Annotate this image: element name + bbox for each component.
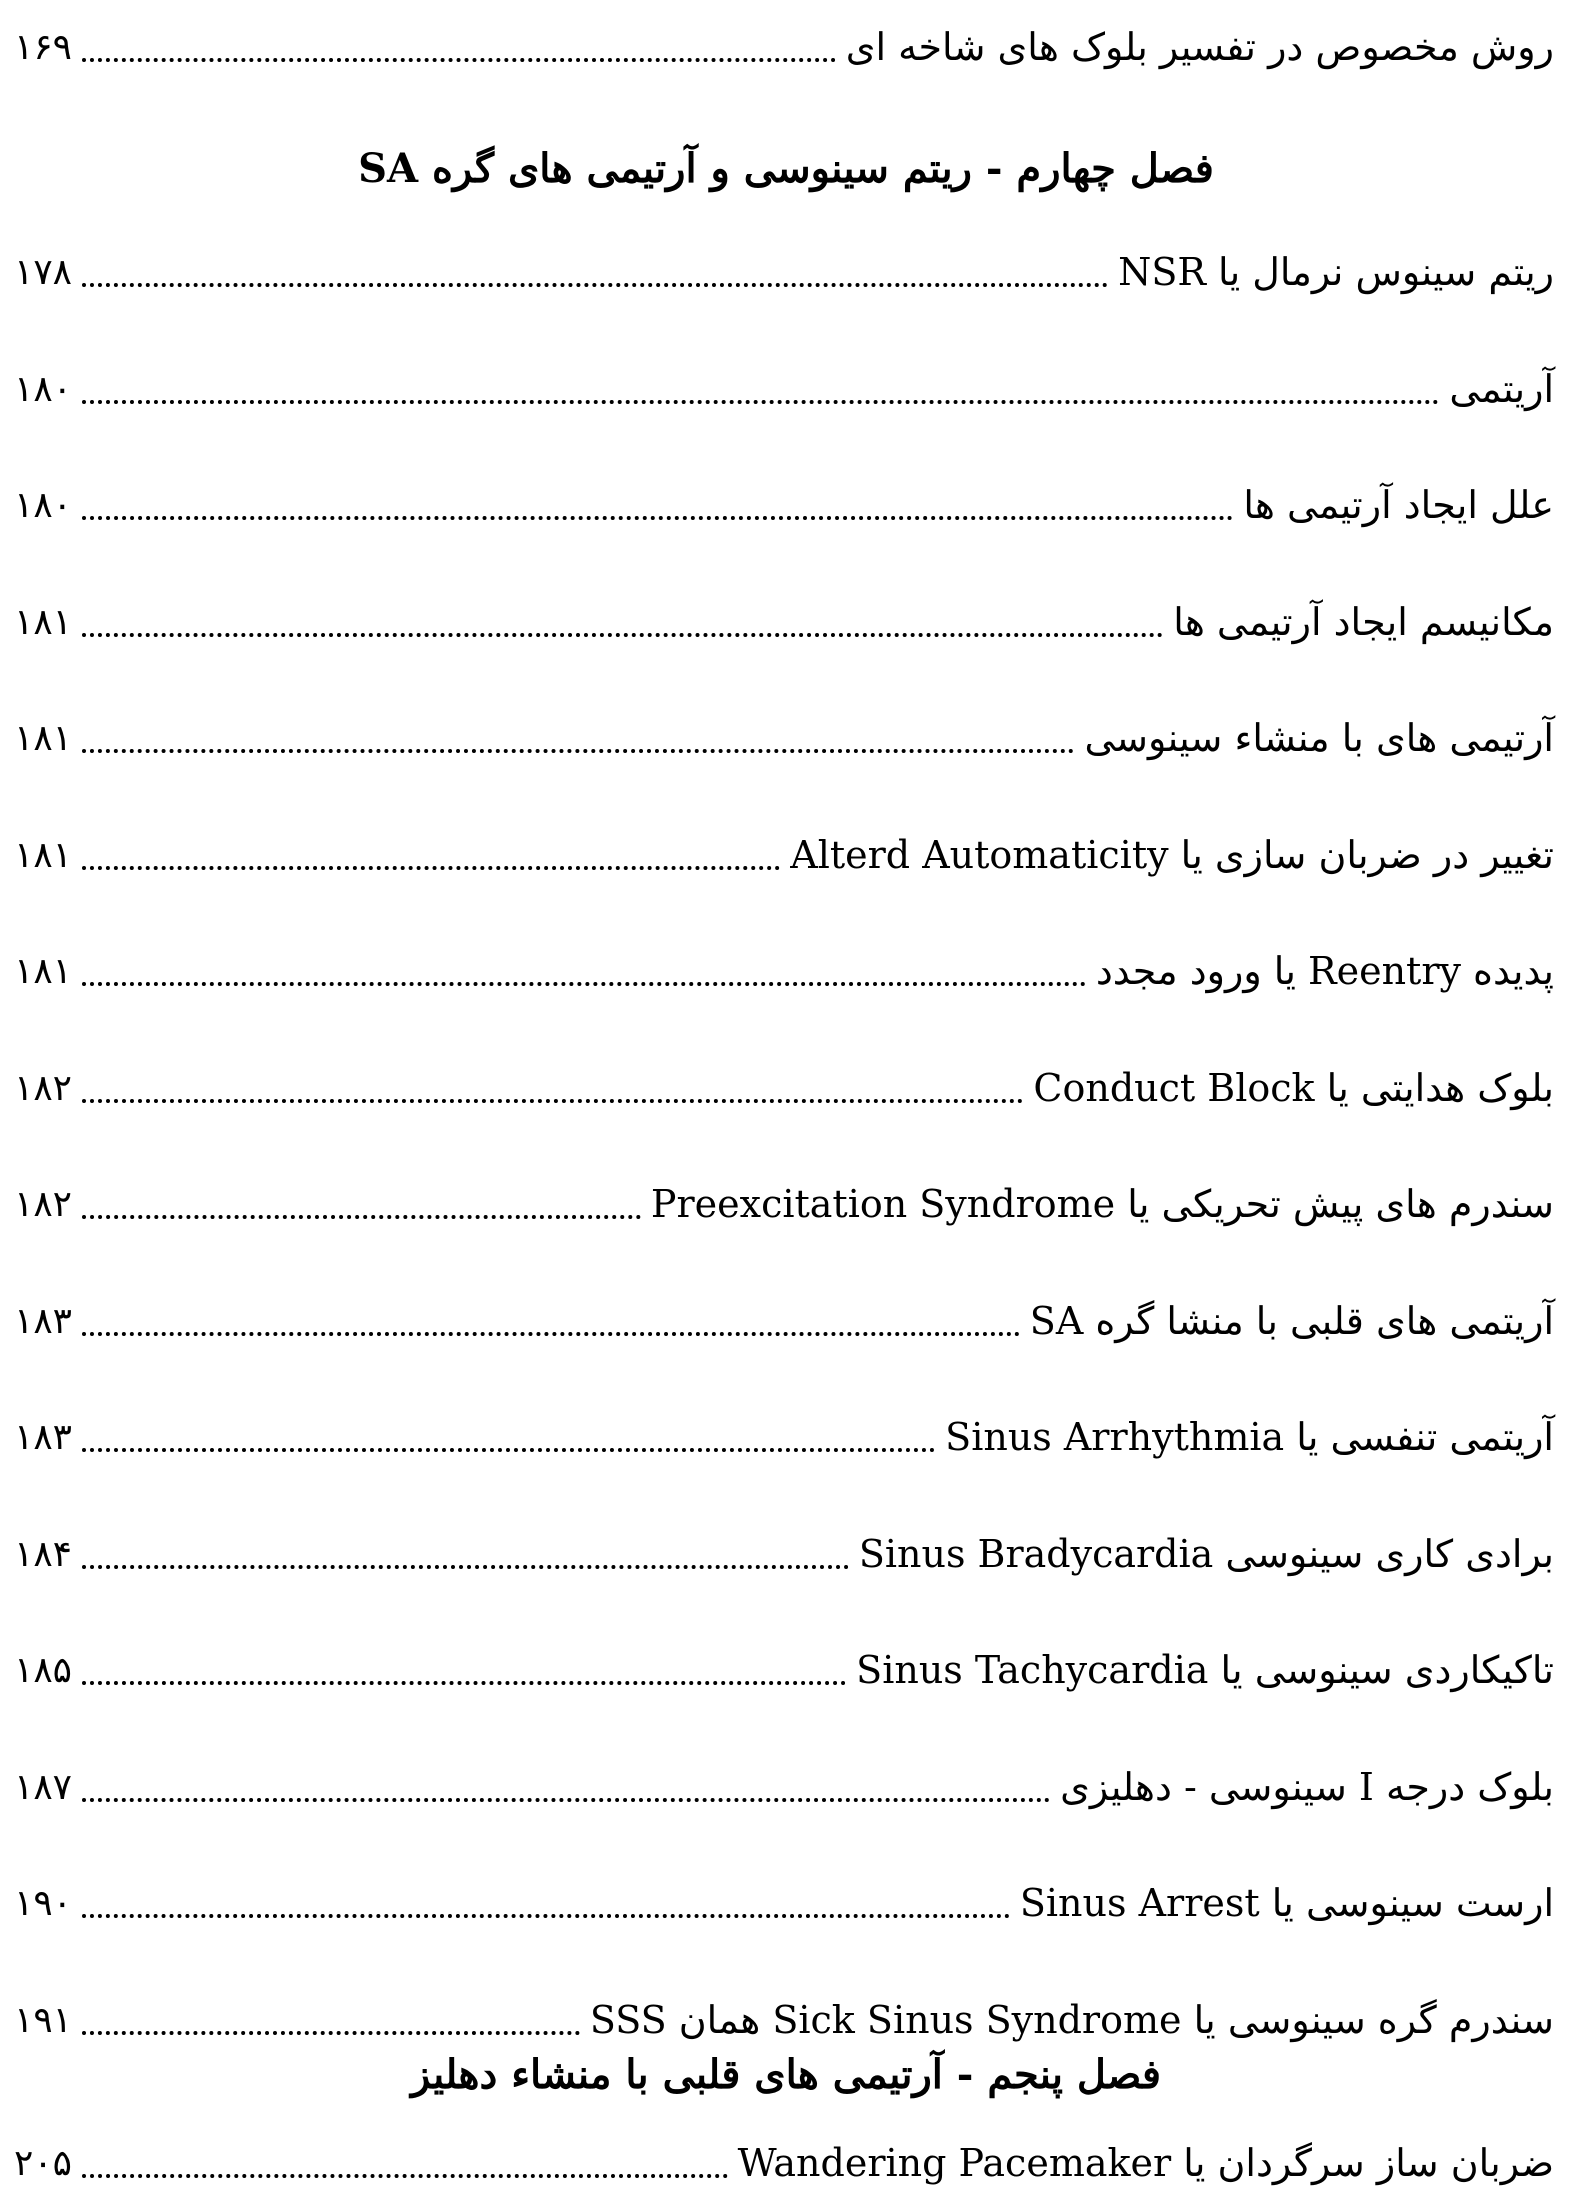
toc-page-number: ۱۸۲ (14, 1067, 73, 1109)
toc-entry (14, 354, 1554, 424)
toc-entry-title: مکانیسم ایجاد آرتیمی ها (1173, 600, 1554, 644)
dot-leader (82, 629, 1163, 637)
dot-leader (82, 1794, 1050, 1802)
toc-page-number: ۱۸۱ (14, 601, 73, 643)
toc-page-number: ۱۸۲ (14, 1183, 73, 1225)
toc-entry-title: بلوک هدایتی یا Conduct Block (1033, 1066, 1554, 1110)
toc-entry-title: آریتمی های قلبی با منشا گره SA (1029, 1299, 1554, 1343)
chapter-heading: فصل چهارم - ریتم سینوسی و آرتیمی های گره SA (358, 144, 1214, 192)
dot-leader (82, 1328, 1020, 1336)
toc-entry-title: آریتمی (1449, 367, 1554, 411)
toc-entry (14, 1169, 1554, 1239)
dot-leader (82, 1095, 1023, 1103)
toc-entry (14, 587, 1554, 657)
toc-entry (14, 1053, 1554, 1123)
chapter-heading: فصل پنجم - آرتیمی های قلبی با منشاء دهلیز (411, 2050, 1161, 2098)
toc-entry-title: ریتم سینوس نرمال یا NSR (1118, 250, 1554, 294)
toc-entry-title: برادی کاری سینوسی Sinus Bradycardia (858, 1532, 1554, 1576)
toc-entry (14, 237, 1554, 307)
toc-entry (14, 470, 1554, 540)
toc-entry (14, 1402, 1554, 1472)
dot-leader (82, 396, 1439, 404)
toc-entry-title: سندرم گره سینوسی یا Sick Sinus Syndrome همان SSS (589, 1998, 1554, 2042)
dot-leader (82, 862, 780, 870)
dot-leader (82, 512, 1233, 520)
toc-entry-title: پدیده Reentry یا ورود مجدد (1095, 949, 1554, 993)
toc-entry (14, 1286, 1554, 1356)
toc-page-number: ۱۸۱ (14, 950, 73, 992)
toc-entry (14, 820, 1554, 890)
toc-entry-title: ضربان ساز سرگردان یا Wandering Pacemaker (737, 2141, 1554, 2185)
toc-page-number: ۱۹۰ (14, 1882, 73, 1924)
toc-page-number: ۱۹۱ (14, 1999, 73, 2041)
toc-page-number: ۱۸۱ (14, 717, 73, 759)
toc-entry-title: علل ایجاد آرتیمی ها (1243, 483, 1554, 527)
toc-page-number: ۱۸۷ (14, 1766, 73, 1808)
toc-entry (14, 1868, 1554, 1938)
toc-entry (14, 1635, 1554, 1705)
toc-page-number: ۱۶۹ (14, 26, 73, 68)
toc-page-number: ۱۸۴ (14, 1533, 73, 1575)
toc-entry-title: آریتمی تنفسی یا Sinus Arrhythmia (945, 1415, 1554, 1459)
toc-page-number: ۱۸۵ (14, 1649, 73, 1691)
dot-leader (82, 54, 836, 62)
toc-entry-title: آرتیمی های با منشاء سینوسی (1084, 716, 1554, 760)
toc-entry-title: ارست سینوسی یا Sinus Arrest (1019, 1881, 1554, 1925)
dot-leader (82, 2170, 728, 2178)
dot-leader (82, 978, 1086, 986)
toc-page-number: ۱۷۸ (14, 251, 73, 293)
toc-entry-title: تغییر در ضربان سازی یا Alterd Automaticity (790, 833, 1554, 877)
dot-leader (82, 1910, 1010, 1918)
toc-page-number: ۱۸۰ (14, 484, 73, 526)
toc-entry-title: روش مخصوص در تفسیر بلوک های شاخه ای (845, 25, 1554, 69)
toc-entry (14, 936, 1554, 1006)
toc-entry (14, 2128, 1554, 2198)
toc-entry-title: تاکیکاردی سینوسی یا Sinus Tachycardia (856, 1648, 1554, 1692)
toc-page-number: ۱۸۳ (14, 1416, 73, 1458)
toc-entry (14, 703, 1554, 773)
dot-leader (82, 1561, 849, 1569)
toc-page-number: ۱۸۰ (14, 368, 73, 410)
toc-entry (14, 1519, 1554, 1589)
toc-page-number: ۲۰۵ (14, 2142, 73, 2184)
dot-leader (82, 1444, 935, 1452)
toc-page-number: ۱۸۱ (14, 834, 73, 876)
toc-entry (14, 12, 1554, 82)
toc-entry-title: بلوک درجه I سینوسی - دهلیزی (1060, 1765, 1554, 1809)
dot-leader (82, 1211, 641, 1219)
dot-leader (82, 745, 1074, 753)
toc-entry (14, 1752, 1554, 1822)
dot-leader (82, 279, 1108, 287)
dot-leader (82, 1677, 846, 1685)
toc-entry-title: سندرم های پیش تحریکی یا Preexcitation Syndrome (650, 1182, 1554, 1226)
toc-page-number: ۱۸۳ (14, 1300, 73, 1342)
